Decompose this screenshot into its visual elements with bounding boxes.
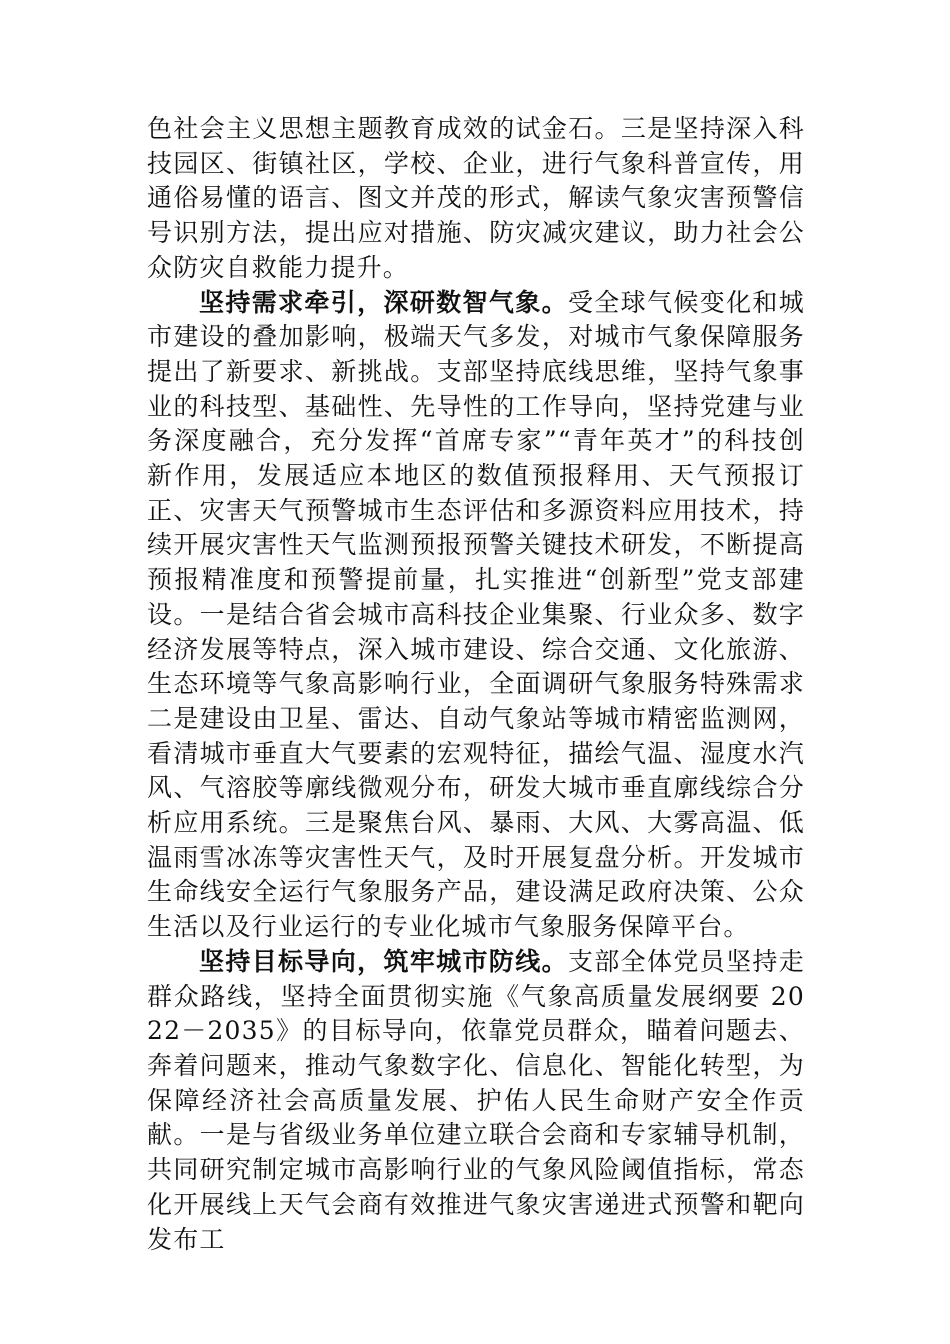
paragraph-text: 受全球气候变化和城市建设的叠加影响，极端天气多发，对城市气象保障服务提出了新要求、新挑战。支部坚持底线思维，坚持气象事业的科技型、基础性、先导性的工作导向，坚持党建与业务深度融合，充分发挥“首席专家”“青年英才”的科技创新作用，发展适应本地区的数值预报释用、天气预报订正、灾害天气预警城市生态评估和多源资料应用技术，持续开展灾害性天气监测预报预警关键技术研发，不断提高预报精准度和预警提前量，扎实推进“创新型”党支部建设。一是结合省会城市高科技企业集聚、行业众多、数字经济发展等特点，深入城市建设、综合交通、文化旅游、生态环境等气象高影响行业，全面调研气象服务特殊需求二是建设由卫星、雷达、自动气象站等城市精密监测网，看清城市垂直大气要素的宏观特征，描绘气温、湿度水汽风、气溶胶等廓线微观分布，研发大城市垂直廓线综合分析应用系统。三是聚焦台风、暴雨、大风、大雾高温、低温雨雪冰冻等灾害性天气，及时开展复盘分析。开发城市生命线安全运行气象服务产品，建设满足政府决策、公众生活以及行业运行的专业化城市气象服务保障平台。: [147, 287, 805, 942]
document-page: [147, 112, 805, 1257]
paragraph-goal-oriented: [147, 945, 805, 1257]
paragraph-text: 支部全体党员坚持走群众路线，坚持全面贯彻实施《气象高质量发展纲要 2022－2035》的目标导向，依靠党员群众，瞄着问题去、奔着问题来，推动气象数字化、信息化、智能化转型，为保障经济社会高质量发展、护佑人民生命财产安全作贡献。一是与省级业务单位建立联合会商和专家辅导机制，共同研究制定城市高影响行业的气象风险阈值指标，常态化开展线上天气会商有效推进气象灾害递进式预警和靶向发布工: [147, 946, 805, 1254]
paragraph-heading: 坚持需求牵引，深研数智气象。: [199, 287, 568, 317]
paragraph-demand-driven: [147, 286, 805, 945]
paragraph-text: 色社会主义思想主题教育成效的试金石。三是坚持深入科技园区、街镇社区，学校、企业，进行气象科普宣传，用通俗易懂的语言、图文并茂的形式，解读气象灾害预警信号识别方法，提出应对措施、防灾减灾建议，助力社会公众防灾自救能力提升。: [147, 114, 805, 282]
paragraph-heading: 坚持目标导向，筑牢城市防线。: [199, 946, 568, 976]
paragraph-continuation: [147, 112, 805, 286]
